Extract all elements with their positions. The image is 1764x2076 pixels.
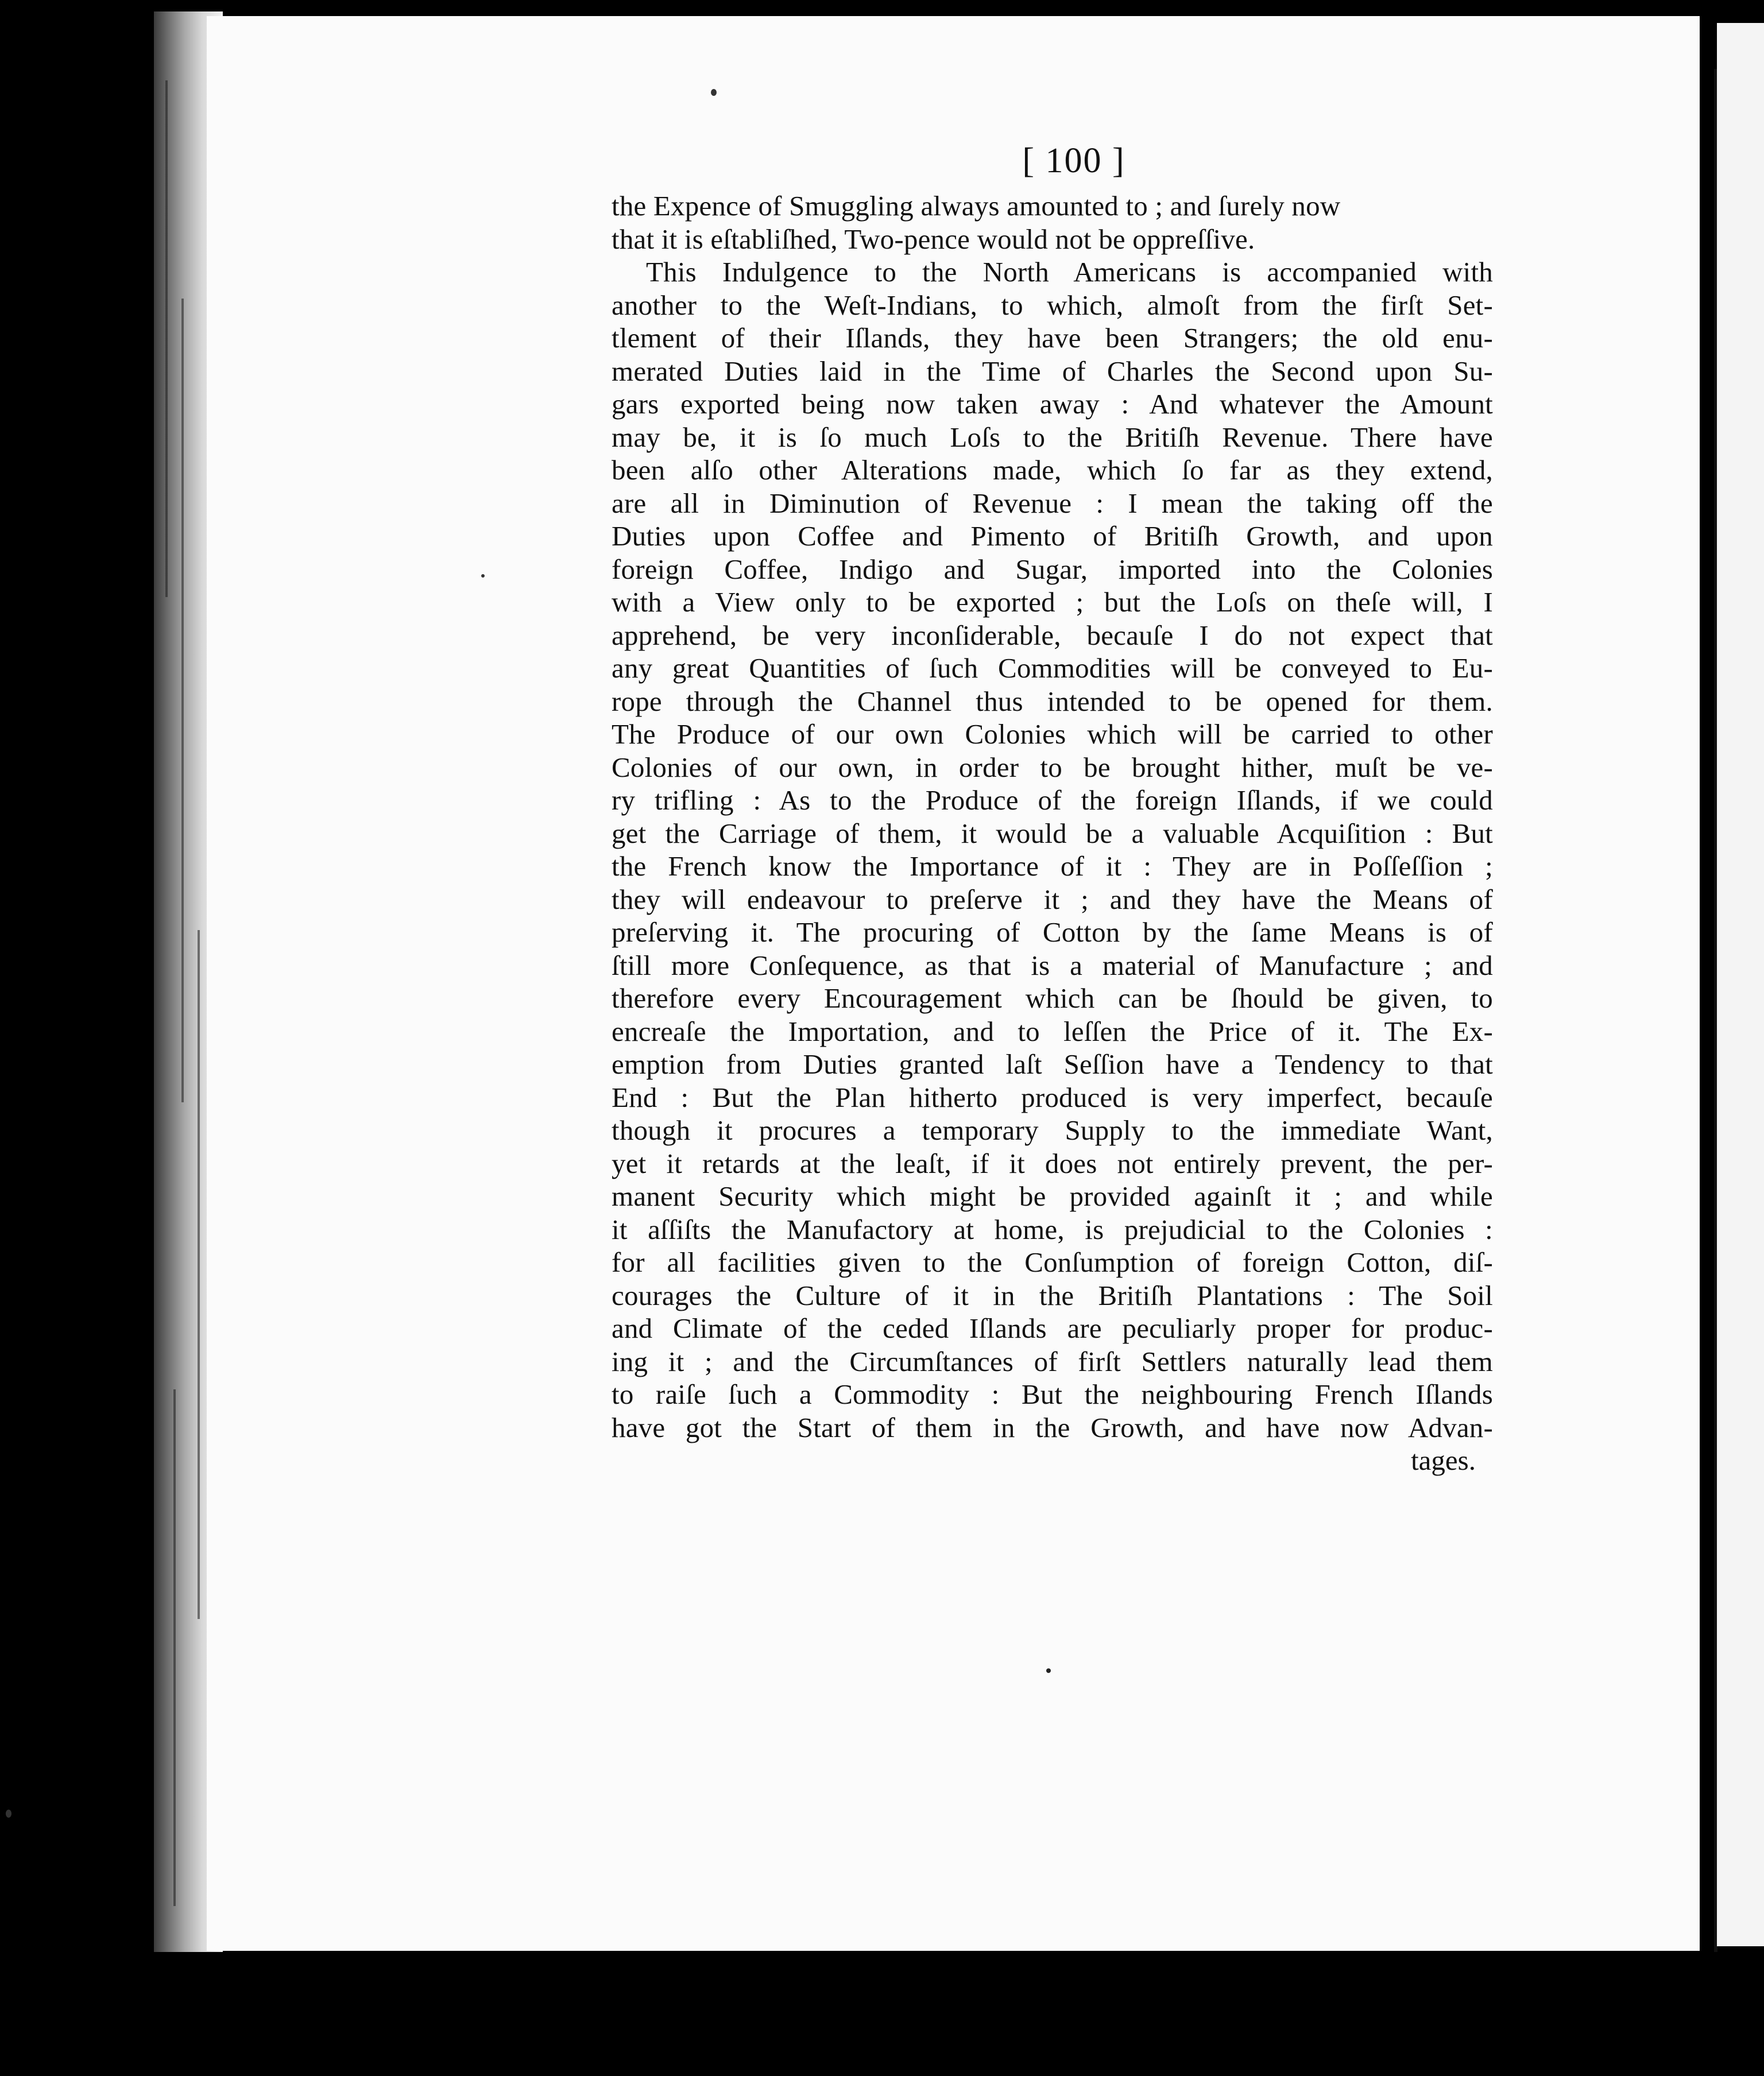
- text-line: ry trifling : As to the Produce of the foreign Iſlands, if we could: [612, 784, 1493, 816]
- text-line: have got the Start of them in the Growth, and have now Advan-: [612, 1411, 1493, 1443]
- text-line: been alſo other Alterations made, which ſo far as they extend,: [612, 454, 1493, 486]
- text-line: ing it ; and the Circumſtances of firſt Settlers naturally lead them: [612, 1345, 1493, 1377]
- ink-speck: [1046, 1668, 1051, 1673]
- ink-speck: [711, 89, 717, 96]
- ink-speck: [481, 574, 485, 578]
- text-line: that it is eſtabliſhed, Two-pence would not be oppreſſive.: [612, 223, 1255, 255]
- text-line: ſtill more Conſequence, as that is a material of Manufacture ; and: [612, 949, 1493, 981]
- text-line: though it procures a temporary Supply to the immediate Want,: [612, 1114, 1493, 1146]
- text-line: manent Security which might be provided againſt it ; and while: [612, 1180, 1493, 1212]
- text-line: any great Quantities of ſuch Commodities will be conveyed to Eu-: [612, 652, 1493, 684]
- text-line: with a View only to be exported ; but the Loſs on theſe will, I: [612, 586, 1493, 618]
- text-line: may be, it is ſo much Loſs to the Britiſh Revenue. There have: [612, 421, 1493, 453]
- text-line: merated Duties laid in the Time of Charles the Second upon Su-: [612, 355, 1493, 387]
- text-line: to raiſe ſuch a Commodity : But the neighbouring French Iſlands: [612, 1378, 1493, 1410]
- text-line: End : But the Plan hitherto produced is very imperfect, becauſe: [612, 1081, 1493, 1113]
- text-line: for all facilities given to the Conſumption of foreign Cotton, diſ-: [612, 1246, 1493, 1278]
- text-line: get the Carriage of them, it would be a valuable Acquiſition : But: [612, 817, 1493, 849]
- text-line: and Climate of the ceded Iſlands are peculiarly proper for produc-: [612, 1312, 1493, 1344]
- text-line: yet it retards at the leaſt, if it does not entirely prevent, the per-: [612, 1147, 1493, 1179]
- text-line: another to the Weſt-Indians, to which, almoſt from the firſt Set-: [612, 289, 1493, 321]
- text-line: rope through the Channel thus intended to be opened for them.: [612, 685, 1493, 717]
- catchword: tages.: [1411, 1444, 1476, 1476]
- text-line: the French know the Importance of it : They are in Poſſeſſion ;: [612, 850, 1493, 882]
- body-text: [612, 189, 1493, 1477]
- text-line: courages the Culture of it in the Britiſh Plantations : The Soil: [612, 1279, 1493, 1311]
- text-line: gars exported being now taken away : And whatever the Amount: [612, 388, 1493, 420]
- text-line: The Produce of our own Colonies which will be carried to other: [612, 718, 1493, 750]
- text-line: Duties upon Coffee and Pimento of Britiſh Growth, and upon: [612, 520, 1493, 552]
- text-line: it aſſiſts the Manufactory at home, is prejudicial to the Colonies :: [612, 1213, 1493, 1245]
- text-line: tlement of their Iſlands, they have been Strangers; the old enu-: [612, 322, 1493, 354]
- text-line: therefore every Encouragement which can be ſhould be given, to: [612, 982, 1493, 1014]
- text-line: apprehend, be very inconſiderable, becauſe I do not expect that: [612, 619, 1493, 651]
- text-line: they will endeavour to preſerve it ; and they have the Means of: [612, 883, 1493, 915]
- text-line: This Indulgence to the North Americans is accompanied with: [646, 256, 1493, 288]
- ink-speck: [6, 1810, 11, 1818]
- text-line: emption from Duties granted laſt Seſſion have a Tendency to that: [612, 1048, 1493, 1080]
- next-page-edge: [1717, 23, 1764, 1946]
- text-line: preſerving it. The procuring of Cotton by the ſame Means is of: [612, 916, 1493, 948]
- text-line: are all in Diminution of Revenue : I mean the taking off the: [612, 487, 1493, 519]
- text-line: encreaſe the Importation, and to leſſen the Price of it. The Ex-: [612, 1015, 1493, 1047]
- text-line: Colonies of our own, in order to be brought hither, muſt be ve-: [612, 751, 1493, 783]
- text-line: foreign Coffee, Indigo and Sugar, imported into the Colonies: [612, 553, 1493, 585]
- text-line: the Expence of Smuggling always amounted to ; and ſurely now: [612, 190, 1341, 222]
- page-number: [ 100 ]: [1022, 141, 1125, 180]
